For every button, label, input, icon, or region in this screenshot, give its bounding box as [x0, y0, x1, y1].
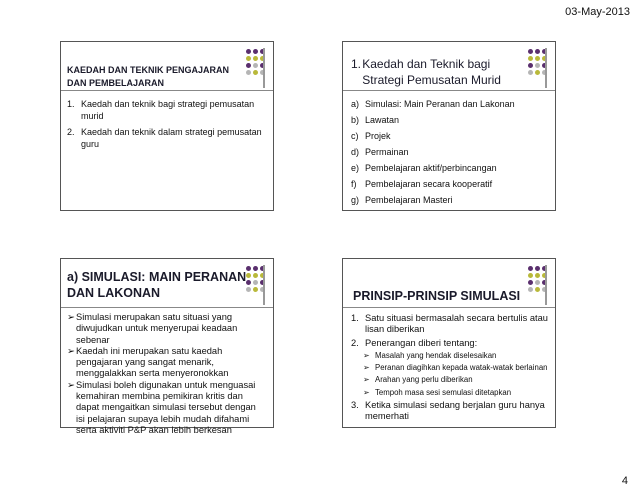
- slide-title: PRINSIP-PRINSIP SIMULASI: [353, 289, 521, 303]
- slide-strategi-pemusatan-murid: [342, 41, 556, 211]
- list-item: f) Pembelajaran secara kooperatif: [351, 179, 493, 189]
- slide-body: [67, 312, 267, 436]
- slide-prinsip-simulasi: [342, 258, 556, 428]
- title-divider-vertical: [545, 265, 547, 305]
- list-item: c) Projek: [351, 131, 391, 141]
- title-divider-vertical: [263, 265, 265, 305]
- title-divider: [343, 307, 555, 308]
- slide-body: [351, 313, 549, 424]
- page-number: 4: [621, 475, 628, 487]
- slide-body: [67, 98, 267, 154]
- slide-kaedah-teknik: [60, 41, 274, 211]
- list-item: g) Pembelajaran Masteri: [351, 195, 453, 205]
- title-divider: [61, 90, 273, 91]
- slide-title: KAEDAH DAN TEKNIK PENGAJARAN DAN PEMBELAJARAN: [67, 65, 230, 88]
- sub-list-item: ➢ Peranan diagihkan kepada watak-watak berlainan: [363, 363, 548, 373]
- list-item: d) Permainan: [351, 147, 409, 157]
- sub-list-item: ➢ Arahan yang perlu diberikan: [363, 375, 473, 385]
- list-item: 2. Penerangan diberi tentang:: [351, 337, 478, 348]
- list-item: ➢ Kaedah ini merupakan satu kaedah pengajaran yang sangat menarik, menggalakkan serta menyeronokkan: [67, 345, 229, 379]
- title-divider: [343, 90, 555, 91]
- title-divider-vertical: [545, 48, 547, 88]
- date-header: 03-May-2013: [565, 6, 630, 18]
- sub-list-item: ➢ Tempoh masa sesi semulasi ditetapkan: [363, 387, 512, 397]
- list-item: 1. Satu situasi bermasalah secara bertulis atau lisan diberikan: [351, 313, 548, 335]
- list-item: 3. Ketika simulasi sedang berjalan guru hanya memerhati: [351, 399, 545, 421]
- list-item: b) Lawatan: [351, 115, 400, 125]
- slide-title: a) SIMULASI: MAIN PERANAN DAN LAKONAN: [67, 270, 247, 300]
- list-item: 1. Kaedah dan teknik bagi strategi pemusatan murid: [67, 99, 255, 121]
- list-item: a) Simulasi: Main Peranan dan Lakonan: [351, 99, 515, 109]
- list-item: e) Pembelajaran aktif/perbincangan: [351, 163, 497, 173]
- list-item: ➢ Simulasi boleh digunakan untuk menguasai kemahiran membina pemikiran kritis dan dapat mengaitkan simulasi tersebut dengan isi pelajaran supaya lebih mudah difahami serta aktiviti P&P akan lebih berkesan: [67, 379, 256, 435]
- title-divider: [61, 307, 273, 308]
- slide-simulasi: [60, 258, 274, 435]
- slide-body: [351, 98, 549, 210]
- slide-title: 1. Kaedah dan Teknik bagi Strategi Pemusatan Murid: [351, 57, 501, 87]
- list-item: 2. Kaedah dan teknik dalam strategi pemusatan guru: [67, 127, 262, 149]
- title-divider-vertical: [263, 48, 265, 88]
- list-item: ➢ Simulasi merupakan satu situasi yang diwujudkan untuk menyerupai keadaan sebenar: [67, 312, 238, 345]
- sub-list-item: ➢ Masalah yang hendak diselesaikan: [363, 350, 497, 360]
